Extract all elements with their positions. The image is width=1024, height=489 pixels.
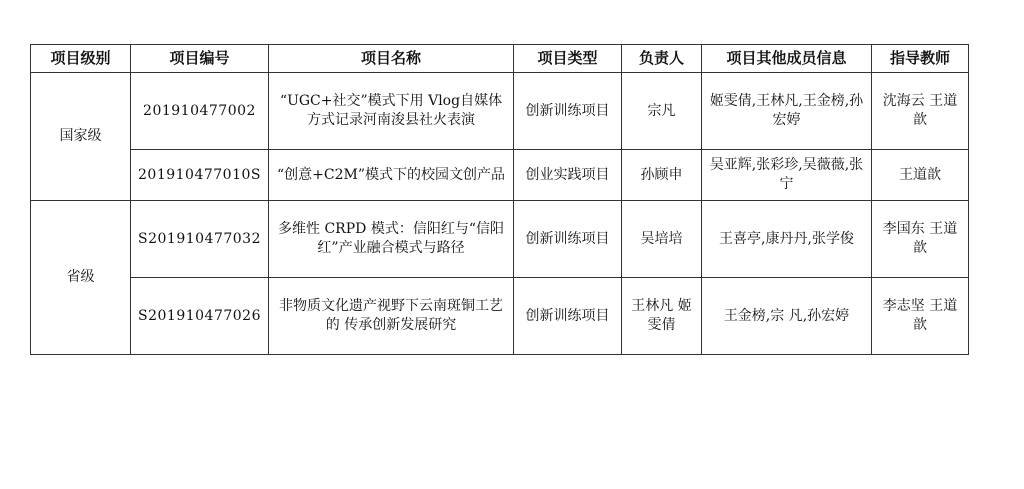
project-name-cell: “创意+C2M”模式下的校园文创产品 — [269, 150, 514, 201]
table-row — [31, 278, 969, 355]
leader-cell: 吴培培 — [622, 201, 702, 278]
project-number-cell: 201910477002 — [131, 73, 269, 150]
header-advisor: 指导教师 — [872, 45, 969, 73]
project-number-cell: S201910477032 — [131, 201, 269, 278]
advisor-cell: 沈海云 王道歆 — [872, 73, 969, 150]
header-row — [31, 45, 969, 73]
header-leader: 负责人 — [622, 45, 702, 73]
project-name-cell: 非物质文化遗产视野下云南斑铜工艺的 传承创新发展研究 — [269, 278, 514, 355]
leader-cell: 王林凡 姬雯倩 — [622, 278, 702, 355]
advisor-cell: 李志坚 王道歆 — [872, 278, 969, 355]
members-cell: 吴亚辉,张彩珍,吴薇薇,张宁 — [702, 150, 872, 201]
header-name: 项目名称 — [269, 45, 514, 73]
table-row — [31, 201, 969, 278]
members-cell: 王喜亭,康丹丹,张学俊 — [702, 201, 872, 278]
table-row — [31, 150, 969, 201]
level-cell-provincial: 省级 — [31, 201, 131, 355]
project-type-cell: 创新训练项目 — [514, 278, 622, 355]
header-number: 项目编号 — [131, 45, 269, 73]
advisor-cell: 王道歆 — [872, 150, 969, 201]
project-name-cell: “UGC+社交”模式下用 Vlog自媒体方式记录河南浚县社火表演 — [269, 73, 514, 150]
leader-cell: 宗凡 — [622, 73, 702, 150]
header-level: 项目级别 — [31, 45, 131, 73]
project-type-cell: 创新训练项目 — [514, 73, 622, 150]
header-members: 项目其他成员信息 — [702, 45, 872, 73]
members-cell: 姬雯倩,王林凡,王金榜,孙宏婷 — [702, 73, 872, 150]
project-type-cell: 创业实践项目 — [514, 150, 622, 201]
project-name-cell: 多维性 CRPD 模式：信阳红与“信阳红”产业融合模式与路径 — [269, 201, 514, 278]
leader-cell: 孙顾申 — [622, 150, 702, 201]
header-type: 项目类型 — [514, 45, 622, 73]
project-number-cell: S201910477026 — [131, 278, 269, 355]
project-table — [30, 44, 969, 355]
members-cell: 王金榜,宗 凡,孙宏婷 — [702, 278, 872, 355]
project-number-cell: 201910477010S — [131, 150, 269, 201]
advisor-cell: 李国东 王道歆 — [872, 201, 969, 278]
level-cell-national: 国家级 — [31, 73, 131, 201]
table-row — [31, 73, 969, 150]
project-type-cell: 创新训练项目 — [514, 201, 622, 278]
